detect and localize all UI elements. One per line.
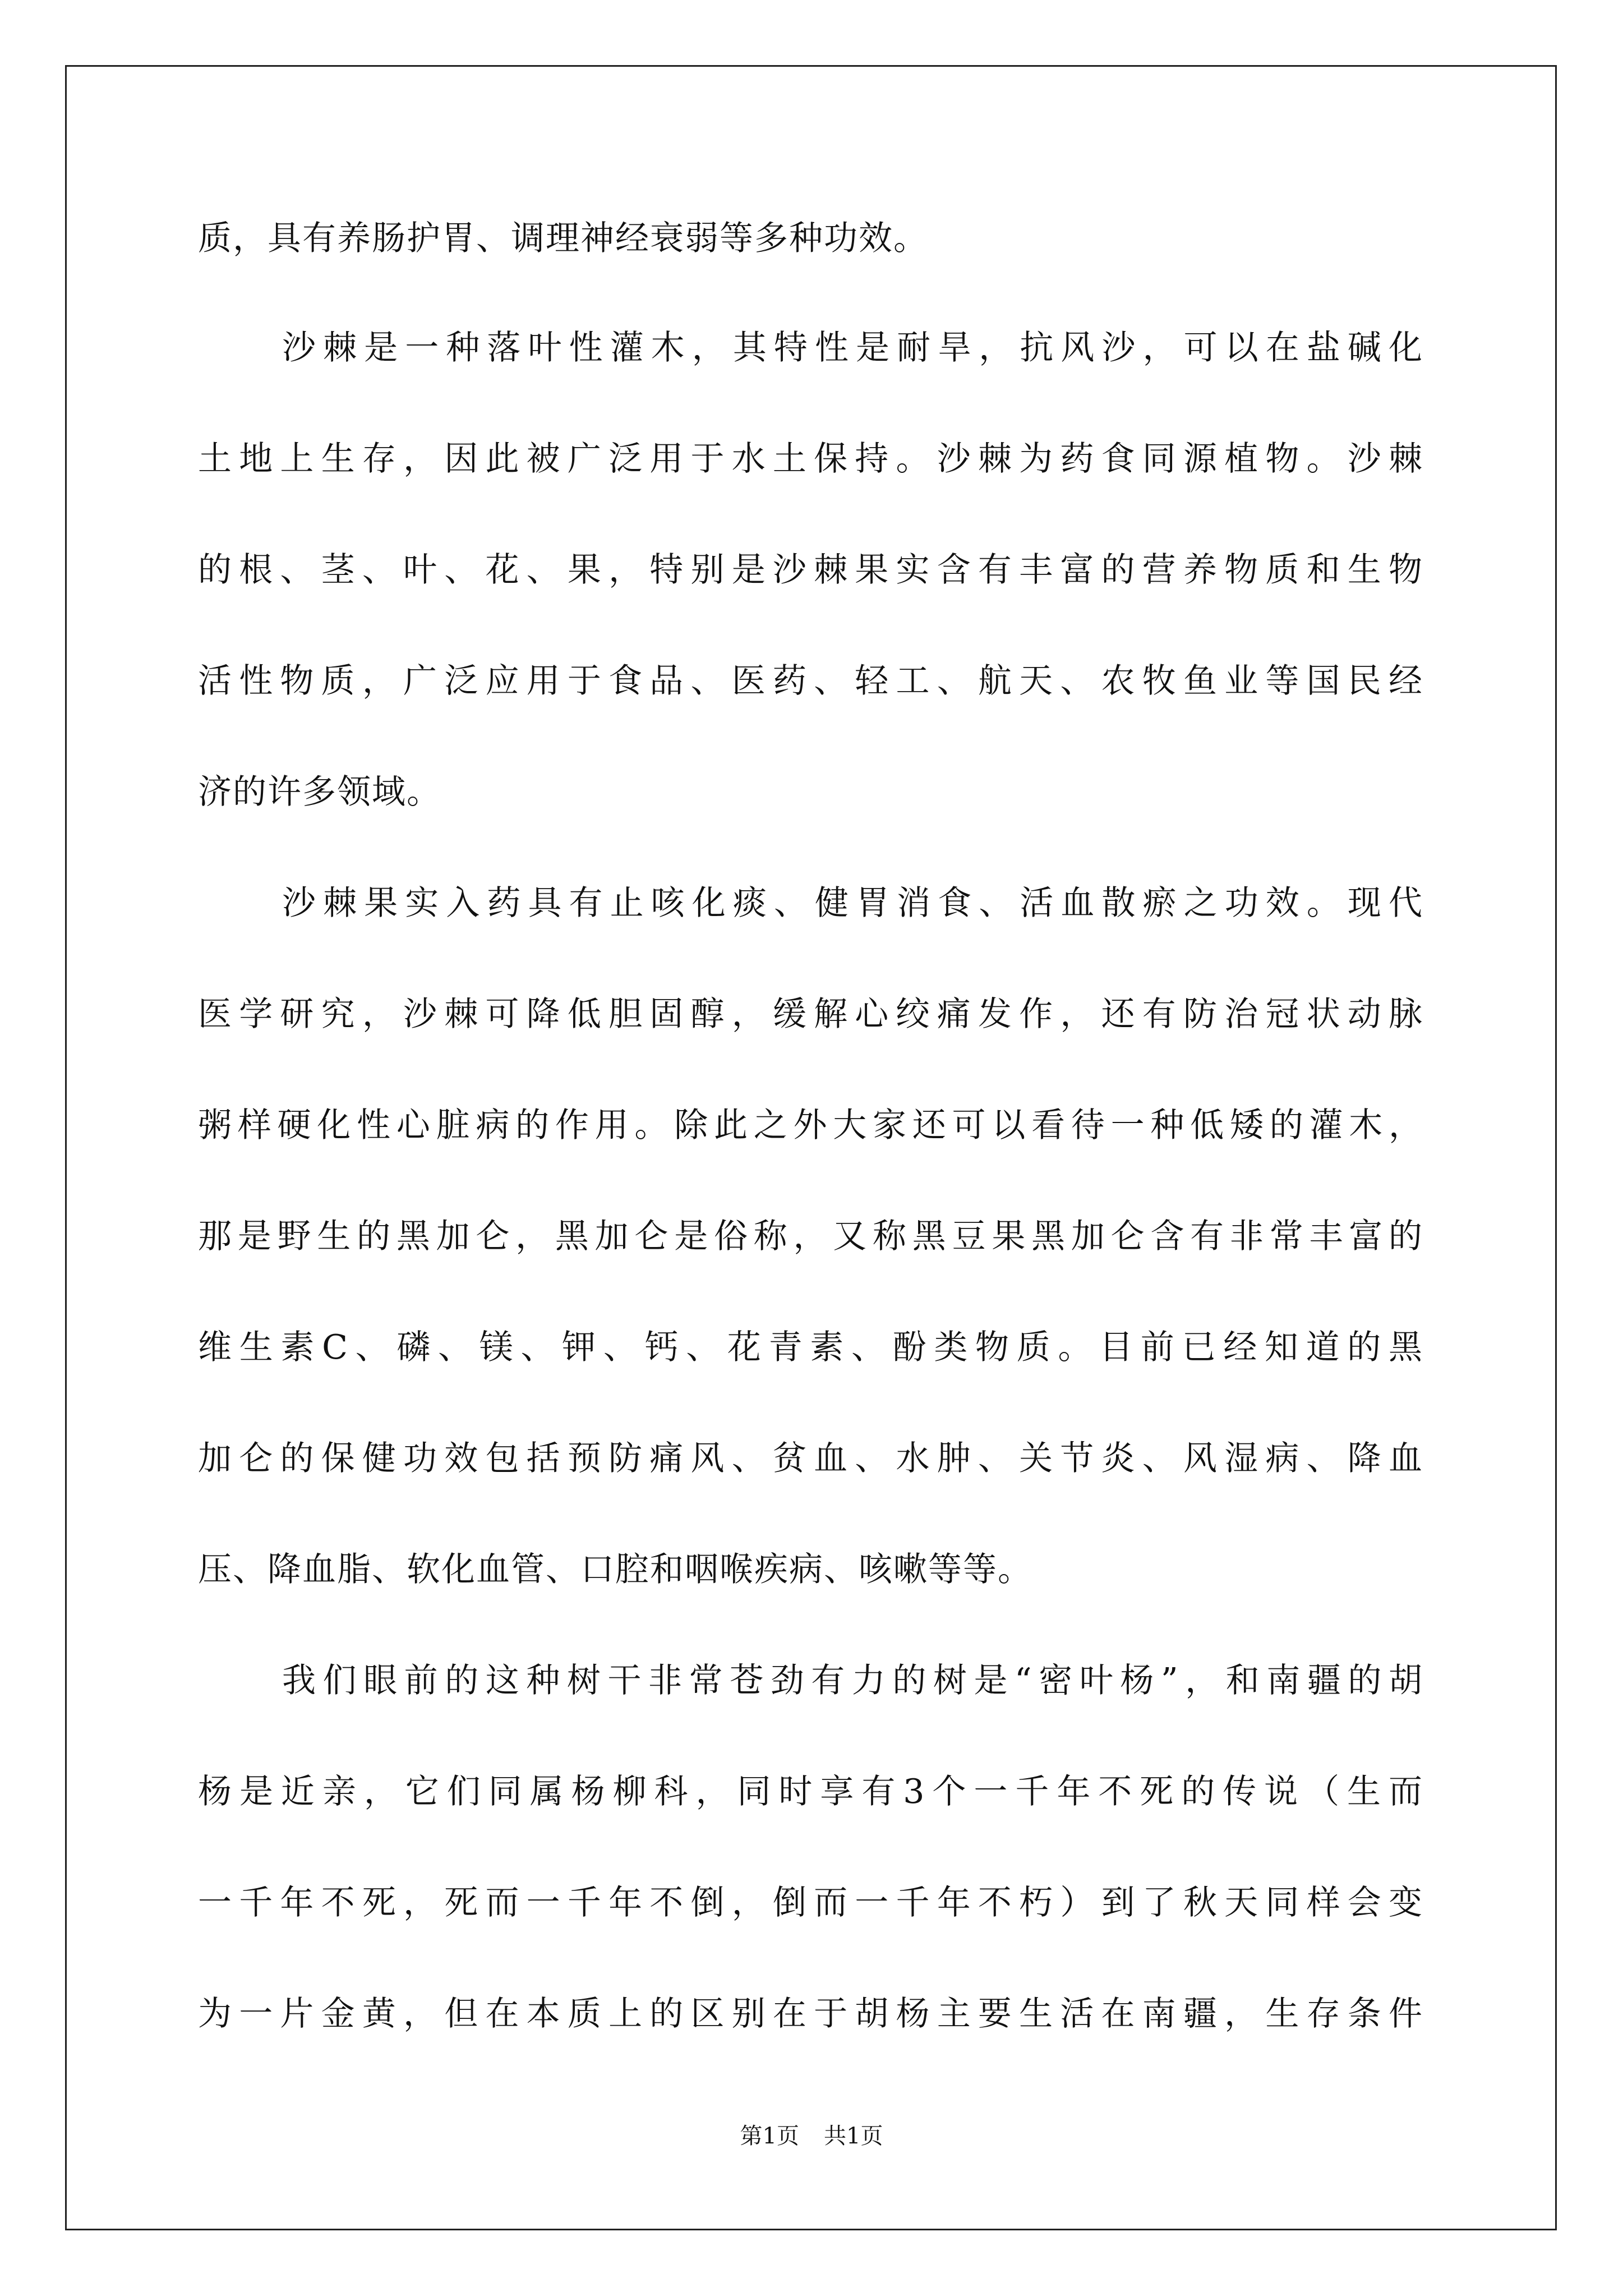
paragraph-line-17: 为一片金黄，但在本质上的区别在于胡杨主要生活在南疆，生存条件	[198, 1994, 1423, 2033]
page-number-current: 第1页	[740, 2123, 799, 2149]
paragraph-line-6: 济的许多领域。	[198, 772, 441, 812]
page-footer	[0, 2120, 1623, 2152]
paragraph-line-8: 医学研究，沙棘可降低胆固醇，缓解心绞痛发作，还有防治冠状动脉	[198, 995, 1423, 1034]
paragraph-line-1: 质，具有养肠护胃、调理神经衰弱等多种功效。	[198, 219, 928, 258]
paragraph-line-10: 那是野生的黑加仑，黑加仑是俗称，又称黑豆果黑加仑含有非常丰富的	[198, 1217, 1423, 1256]
paragraph-line-14: 我们眼前的这种树干非常苍劲有力的树是“密叶杨”，和南疆的胡	[282, 1661, 1423, 1700]
paragraph-line-12: 加仑的保健功效包括预防痛风、贫血、水肿、关节炎、风湿病、降血	[198, 1439, 1423, 1478]
page-number-total: 共1页	[824, 2123, 883, 2149]
paragraph-line-7: 沙棘果实入药具有止咳化痰、健胃消食、活血散瘀之功效。现代	[282, 884, 1423, 923]
paragraph-line-4: 的根、茎、叶、花、果，特别是沙棘果实含有丰富的营养物质和生物	[198, 550, 1423, 590]
paragraph-line-5: 活性物质，广泛应用于食品、医药、轻工、航天、农牧鱼业等国民经	[198, 661, 1423, 701]
paragraph-line-2: 沙棘是一种落叶性灌木，其特性是耐旱，抗风沙，可以在盐碱化	[282, 328, 1423, 367]
paragraph-line-3: 土地上生存，因此被广泛用于水土保持。沙棘为药食同源植物。沙棘	[198, 439, 1423, 478]
paragraph-line-15: 杨是近亲，它们同属杨柳科，同时享有3个一千年不死的传说（生而	[198, 1772, 1423, 1811]
paragraph-line-11: 维生素C、磷、镁、钾、钙、花青素、酚类物质。目前已经知道的黑	[198, 1328, 1423, 1367]
paragraph-line-16: 一千年不死，死而一千年不倒，倒而一千年不朽）到了秋天同样会变	[198, 1883, 1423, 1922]
paragraph-line-9: 粥样硬化性心脏病的作用。除此之外大家还可以看待一种低矮的灌木，	[198, 1106, 1423, 1145]
paragraph-line-13: 压、降血脂、软化血管、口腔和咽喉疾病、咳嗽等等。	[198, 1550, 1032, 1589]
